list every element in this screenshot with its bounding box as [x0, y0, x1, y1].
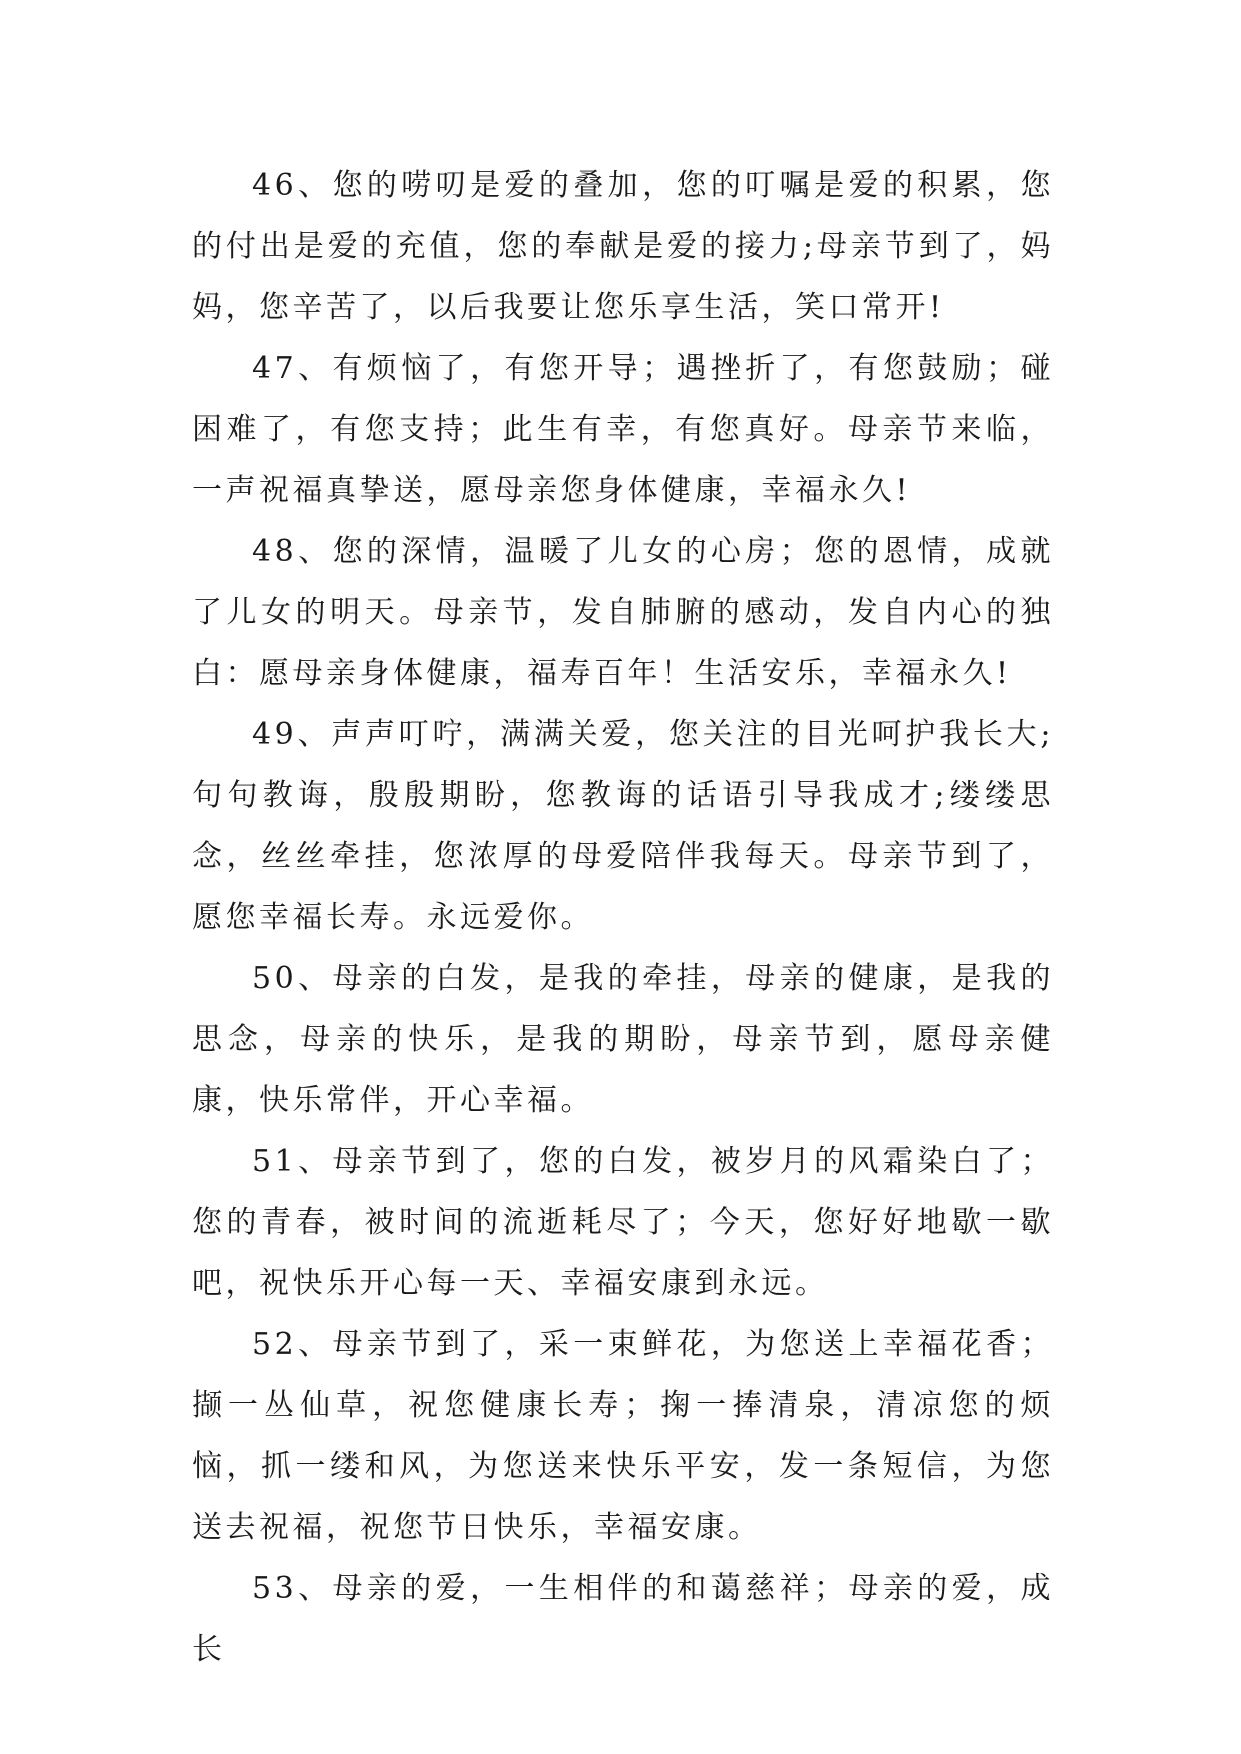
- paragraph-53: 53、母亲的爱，一生相伴的和蔼慈祥；母亲的爱，成长: [192, 1571, 1054, 1667]
- document-body: [192, 155, 1054, 1680]
- paragraph-51: 51、母亲节到了，您的白发，被岁月的风霜染白了；您的青春，被时间的流逝耗尽了；今天，您好好地歇一歇吧，祝快乐开心每一天、幸福安康到永远。: [192, 1144, 1054, 1301]
- paragraph-49: 49、声声叮咛，满满关爱，您关注的目光呵护我长大;句句教诲，殷殷期盼，您教诲的话语引导我成才;缕缕思念，丝丝牵挂，您浓厚的母爱陪伴我每天。母亲节到了，愿您幸福长寿。永远爱你。: [192, 717, 1054, 935]
- paragraph-52: 52、母亲节到了，采一束鲜花，为您送上幸福花香；撷一丛仙草，祝您健康长寿；掬一捧清泉，清凉您的烦恼，抓一缕和风，为您送来快乐平安，发一条短信，为您送去祝福，祝您节日快乐，幸福安康。: [192, 1327, 1054, 1545]
- paragraph-46: 46、您的唠叨是爱的叠加，您的叮嘱是爱的积累，您的付出是爱的充值，您的奉献是爱的接力;母亲节到了，妈妈，您辛苦了，以后我要让您乐享生活，笑口常开!: [192, 168, 1054, 325]
- paragraph-47: 47、有烦恼了，有您开导；遇挫折了，有您鼓励；碰困难了，有您支持；此生有幸，有您真好。母亲节来临，一声祝福真挚送，愿母亲您身体健康，幸福永久!: [192, 351, 1054, 508]
- paragraph-50: 50、母亲的白发，是我的牵挂，母亲的健康，是我的思念，母亲的快乐，是我的期盼，母亲节到，愿母亲健康，快乐常伴，开心幸福。: [192, 961, 1054, 1118]
- paragraph-48: 48、您的深情，温暖了儿女的心房；您的恩情，成就了儿女的明天。母亲节，发自肺腑的感动，发自内心的独白：愿母亲身体健康，福寿百年！生活安乐，幸福永久!: [192, 534, 1054, 691]
